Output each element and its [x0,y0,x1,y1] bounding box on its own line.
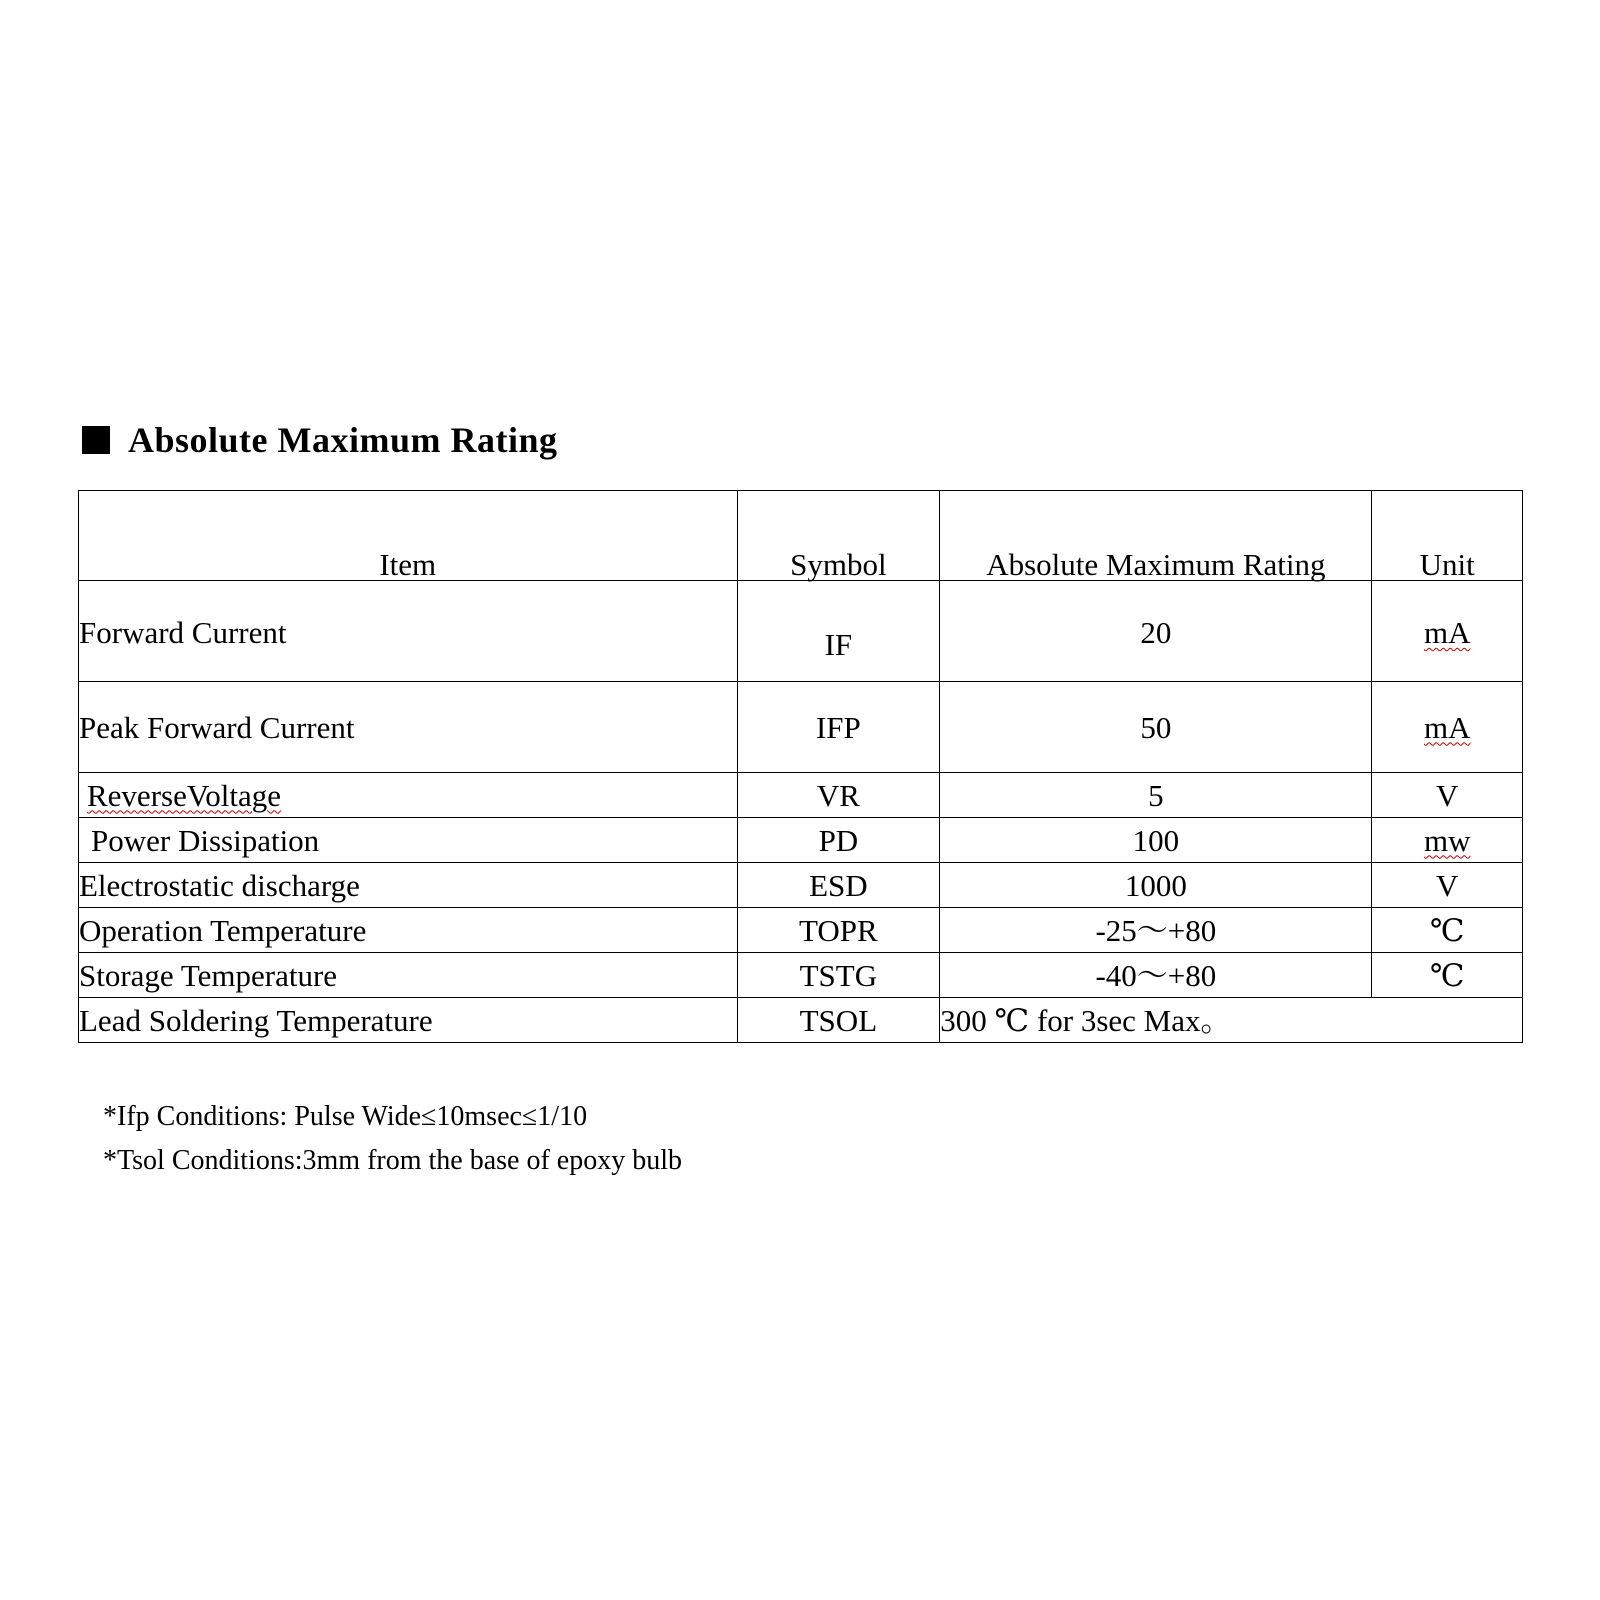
cell-rating: 1000 [940,863,1372,908]
cell-symbol: IF [737,581,940,682]
table-row [79,863,1523,908]
black-square-icon [82,426,110,454]
cell-rating: -40～+80 [940,953,1372,998]
footnote-tsol: *Tsol Conditions:3mm from the base of epoxy bulb [103,1145,682,1176]
cell-item: Forward Current [79,581,738,682]
footnotes [103,1095,682,1183]
table-row [79,773,1523,818]
header-unit: Unit [1372,491,1523,581]
cell-symbol: TOPR [737,908,940,953]
header-item: Item [79,491,738,581]
cell-rating-merged: 300 ℃ for 3sec Max。 [940,998,1523,1043]
table-row [79,908,1523,953]
cell-symbol: TSOL [737,998,940,1043]
cell-unit: ℃ [1372,953,1523,998]
table-row [79,682,1523,773]
cell-symbol: TSTG [737,953,940,998]
cell-rating: 100 [940,818,1372,863]
cell-rating: 50 [940,682,1372,773]
table-row [79,998,1523,1043]
cell-item: Peak Forward Current [79,682,738,773]
absolute-maximum-rating-table [78,490,1523,1043]
cell-unit: mw [1372,818,1523,863]
cell-symbol: PD [737,818,940,863]
section-heading [82,420,558,460]
cell-unit: V [1372,773,1523,818]
footnote-ifp: *Ifp Conditions: Pulse Wide≤10msec≤1/10 [103,1101,588,1132]
table-row [79,818,1523,863]
cell-rating: 20 [940,581,1372,682]
cell-unit: mA [1372,581,1523,682]
cell-symbol: IFP [737,682,940,773]
cell-item: Electrostatic discharge [79,863,738,908]
table-header-row [79,491,1523,581]
table-row [79,581,1523,682]
cell-item: Lead Soldering Temperature [79,998,738,1043]
cell-symbol: VR [737,773,940,818]
cell-unit: mA [1372,682,1523,773]
cell-rating: -25～+80 [940,908,1372,953]
cell-unit: V [1372,863,1523,908]
cell-item: Power Dissipation [79,818,738,863]
cell-rating: 5 [940,773,1372,818]
cell-item: ReverseVoltage [79,773,738,818]
cell-unit: ℃ [1372,908,1523,953]
cell-item: Storage Temperature [79,953,738,998]
header-symbol: Symbol [737,491,940,581]
section-title: Absolute Maximum Rating [128,420,558,460]
header-rating: Absolute Maximum Rating [940,491,1372,581]
table-row [79,953,1523,998]
cell-symbol: ESD [737,863,940,908]
cell-item: Operation Temperature [79,908,738,953]
